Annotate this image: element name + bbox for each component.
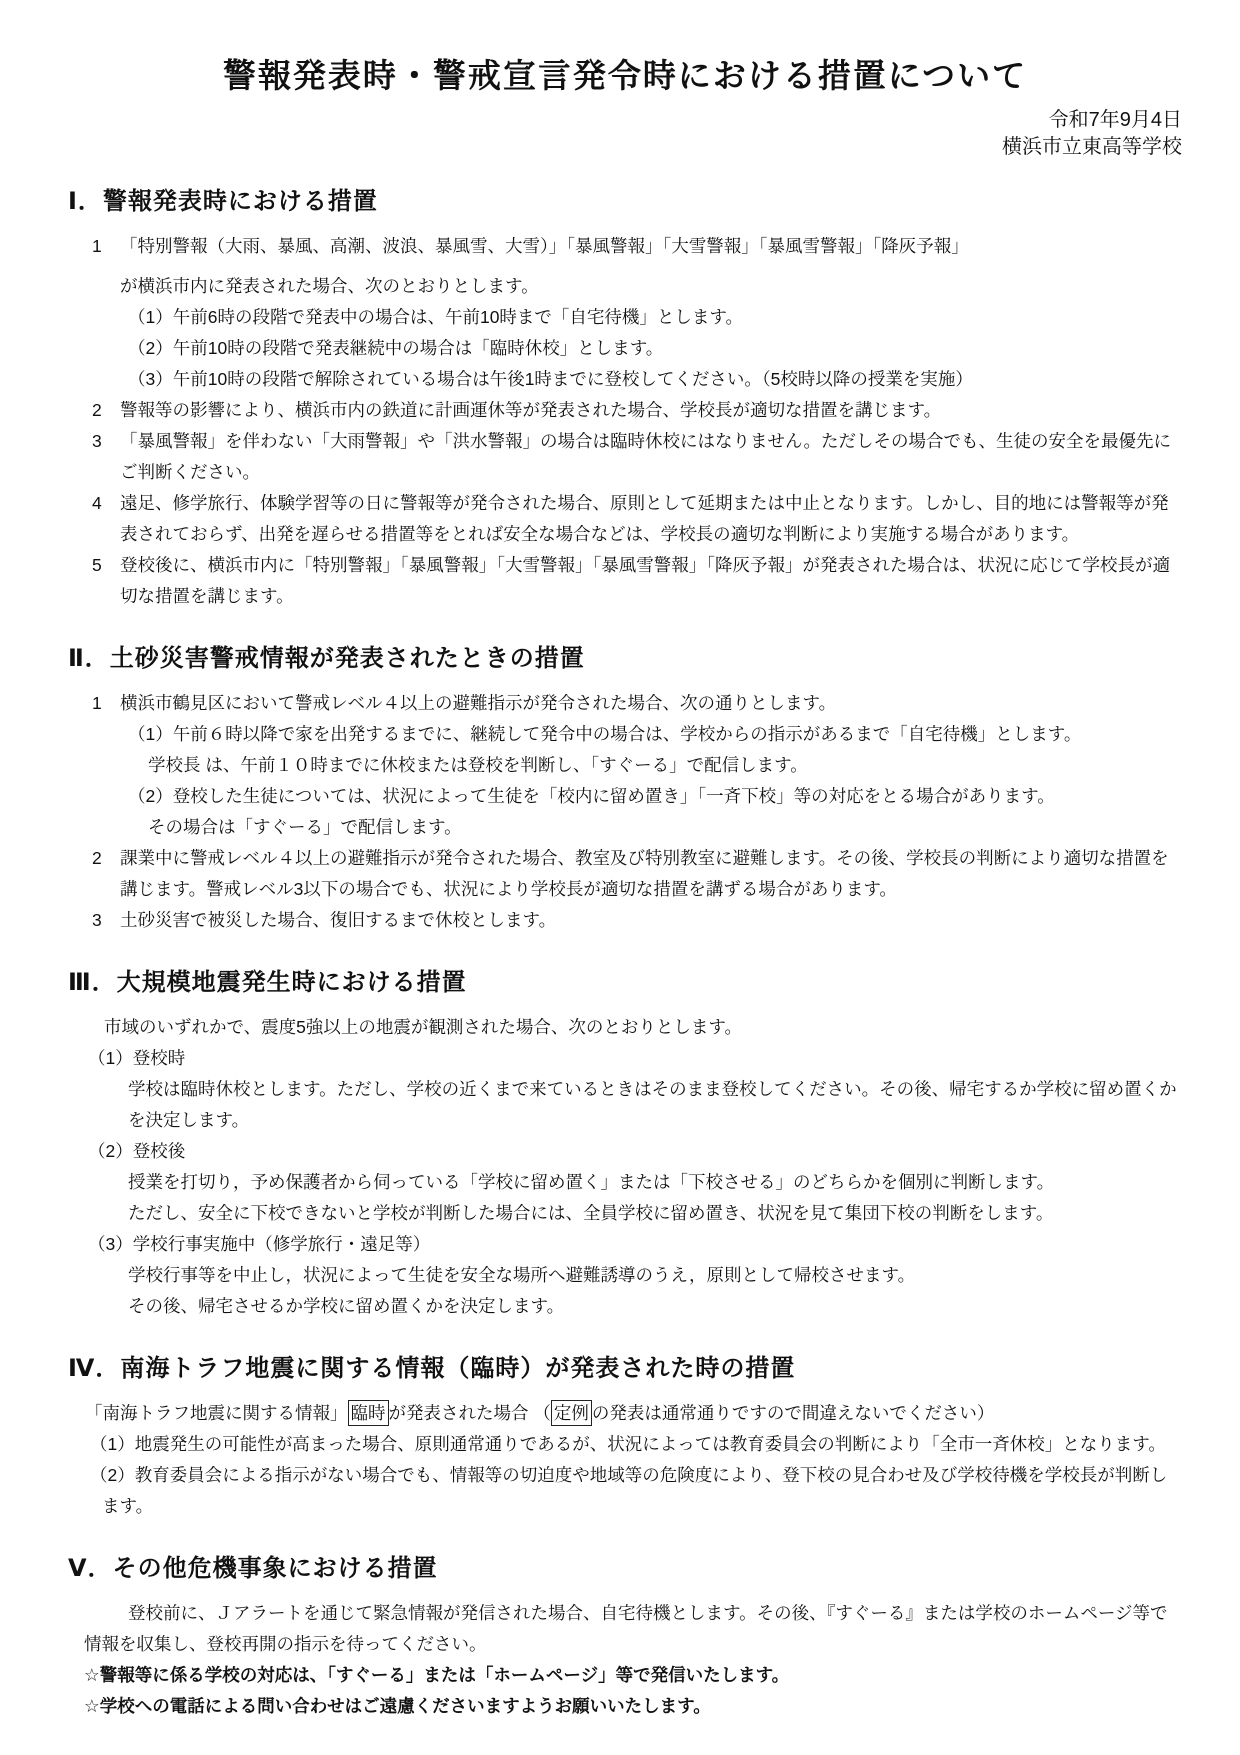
s4-intro [85,1398,1182,1429]
issue-date: 令和7年9月4日 [1048,109,1182,131]
s4-boxed-rinji: 臨時 [348,1400,389,1426]
s1-item-3 [68,426,1182,488]
s3-intro: 市域のいずれかで、震度5強以上の地震が観測された場合、次のとおりとします。 [104,1017,742,1037]
s2-item-1-number: 1 [92,693,102,713]
s2-item-2 [68,843,1182,905]
s1-item-3-number: 3 [92,431,102,451]
s2-item-1 [68,688,1182,843]
s5-star-note-2: ☆学校への電話による問い合わせはご遠慮くださいますようお願いいたします。 [84,1696,711,1716]
s1-item-1-line-1: 「特別警報（大雨、暴風、高潮、波浪、暴風雪、大雪）」「暴風警報」「大雪警報」「暴風雪警報」「降灰予報」 [120,236,969,256]
s1-item-1-sub-2: （2）午前10時の段階で発表継続中の場合は「臨時休校」とします。 [128,338,664,358]
s1-item-3-text: 「暴風警報」を伴わない「大雨警報」や「洪水警報」の場合は臨時休校にはなりません。ただしその場合でも、生徒の安全を最優先にご判断ください。 [120,431,1172,482]
s2-item-3 [68,905,1182,936]
s1-item-1-sub-1: （1）午前6時の段階で発表中の場合は、午前10時まで「自宅待機」とします。 [128,307,744,327]
s2-item-2-number: 2 [92,848,102,868]
s2-item-2-text: 課業中に警戒レベル４以上の避難指示が発令された場合、教室及び特別教室に避難します。その後、学校長の判断により適切な措置を講じます。警戒レベル3以下の場合でも、状況により学校長が適切な措置を講ずる場合があります。 [120,848,1169,899]
s3-sub-1-text: 学校は臨時休校とします。ただし、学校の近くまで来ているときはそのまま登校してください。その後、帰宅するか学校に留め置くかを決定します。 [128,1079,1177,1130]
s1-item-1-line-2: が横浜市内に発表された場合、次のとおりとします。 [120,276,539,296]
s1-item-4 [68,488,1182,550]
document-meta [68,107,1182,161]
s2-item-1-sub-1-line-1: （1）午前６時以降で家を出発するまでに、継続して発令中の場合は、学校からの指示があるまで「自宅待機」とします。 [128,724,1082,744]
section-4-heading: Ⅳ．南海トラフ地震に関する情報（臨時）が発表された時の措置 [68,1355,796,1382]
s1-item-2 [68,395,1182,426]
s4-sub-2: （2）教育委員会による指示がない場合でも、情報等の切迫度や地域等の危険度により、登下校の見合わせ及び学校待機を学校長が判断します。 [90,1465,1168,1516]
page-title: 警報発表時・警戒宣言発令時における措置について [222,57,1028,94]
s1-item-1-number: 1 [92,236,102,256]
s1-item-5-number: 5 [92,555,102,575]
s1-item-1 [68,231,1182,395]
s1-item-4-number: 4 [92,493,102,513]
school-name: 横浜市立東高等学校 [1002,136,1182,158]
s3-sub-3-line-1: 学校行事等を中止し，状況によって生徒を安全な場所へ避難誘導のうえ，原則として帰校させます。 [128,1265,916,1285]
s4-intro-post: の発表は通常通りですので間違えないでください） [591,1403,995,1423]
s3-sub-3-line-2: その後、帰宅させるか学校に留め置くかを決定します。 [128,1296,565,1316]
s2-item-1-sub-2-line-2: その場合は「すぐーる」で配信します。 [148,817,462,837]
s3-sub-1-label: （1）登校時 [88,1048,186,1068]
s2-item-3-number: 3 [92,910,102,930]
section-3-heading: Ⅲ．大規模地震発生時における措置 [68,969,467,996]
s2-item-3-text: 土砂災害で被災した場合、復旧するまで休校とします。 [120,910,557,930]
section-2-heading: Ⅱ．土砂災害警戒情報が発表されたときの措置 [68,645,585,672]
s4-intro-pre: 「南海トラフ地震に関する情報」 [85,1403,348,1423]
s2-item-1-sub-2-line-1: （2）登校した生徒については、状況によって生徒を「校内に留め置き」「一斉下校」等の対応をとる場合があります。 [128,786,1055,806]
s2-item-1-text: 横浜市鶴見区において警戒レベル４以上の避難指示が発令された場合、次の通りとします。 [120,693,837,713]
s4-intro-mid: が発表された場合 （ [388,1403,551,1423]
s1-item-2-number: 2 [92,400,102,420]
s1-item-2-text: 警報等の影響により、横浜市内の鉄道に計画運休等が発表された場合、学校長が適切な措置を講じます。 [120,400,942,420]
section-1-heading: Ⅰ．警報発表時における措置 [68,188,378,215]
s4-sub-1: （1）地震発生の可能性が高まった場合、原則通常通りであるが、状況によっては教育委員会の判断により「全市一斉休校」となります。 [90,1434,1166,1454]
s1-item-1-sub-3: （3）午前10時の段階で解除されている場合は午後1時までに登校してください。（5校時以降の授業を実施） [128,369,973,389]
s3-sub-2-line-2: ただし、安全に下校できないと学校が判断した場合には、全員学校に留め置き、状況を見て集団下校の判断をします。 [128,1203,1054,1223]
s1-item-5 [68,550,1182,612]
s3-sub-3-label: （3）学校行事実施中（修学旅行・遠足等） [88,1234,431,1254]
s2-item-1-sub-1-line-2: 学校長 は、午前１０時までに休校または登校を判断し、「すぐーる」で配信します。 [148,755,808,775]
s1-item-4-text: 遠足、修学旅行、体験学習等の日に警報等が発令された場合、原則として延期または中止となります。しかし、目的地には警報等が発表されておらず、出発を遅らせる措置等をとれば安全な場合などは、学校長の適切な判断により実施する場合があります。 [120,493,1169,544]
s5-paragraph: 登校前に、Ｊアラートを通じて緊急情報が発信された場合、自宅待機とします。その後、『すぐーる』または学校のホームページ等で情報を収集し、登校再開の指示を待ってください。 [84,1603,1168,1654]
s3-sub-2-label: （2）登校後 [88,1141,186,1161]
s5-star-note-1: ☆警報等に係る学校の対応は、「すぐーる」または「ホームページ」等で発信いたします。 [84,1665,790,1685]
s3-sub-2-line-1: 授業を打切り，予め保護者から伺っている「学校に留め置く」または「下校させる」のどちらかを個別に判断します。 [128,1172,1055,1192]
s1-item-5-text: 登校後に、横浜市内に「特別警報」「暴風警報」「大雪警報」「暴風雪警報」「降灰予報」が発表された場合は、状況に応じて学校長が適切な措置を講じます。 [120,555,1170,606]
section-5-heading: Ⅴ．その他危機事象における措置 [68,1555,438,1582]
s4-boxed-teirei: 定例 [551,1400,592,1426]
